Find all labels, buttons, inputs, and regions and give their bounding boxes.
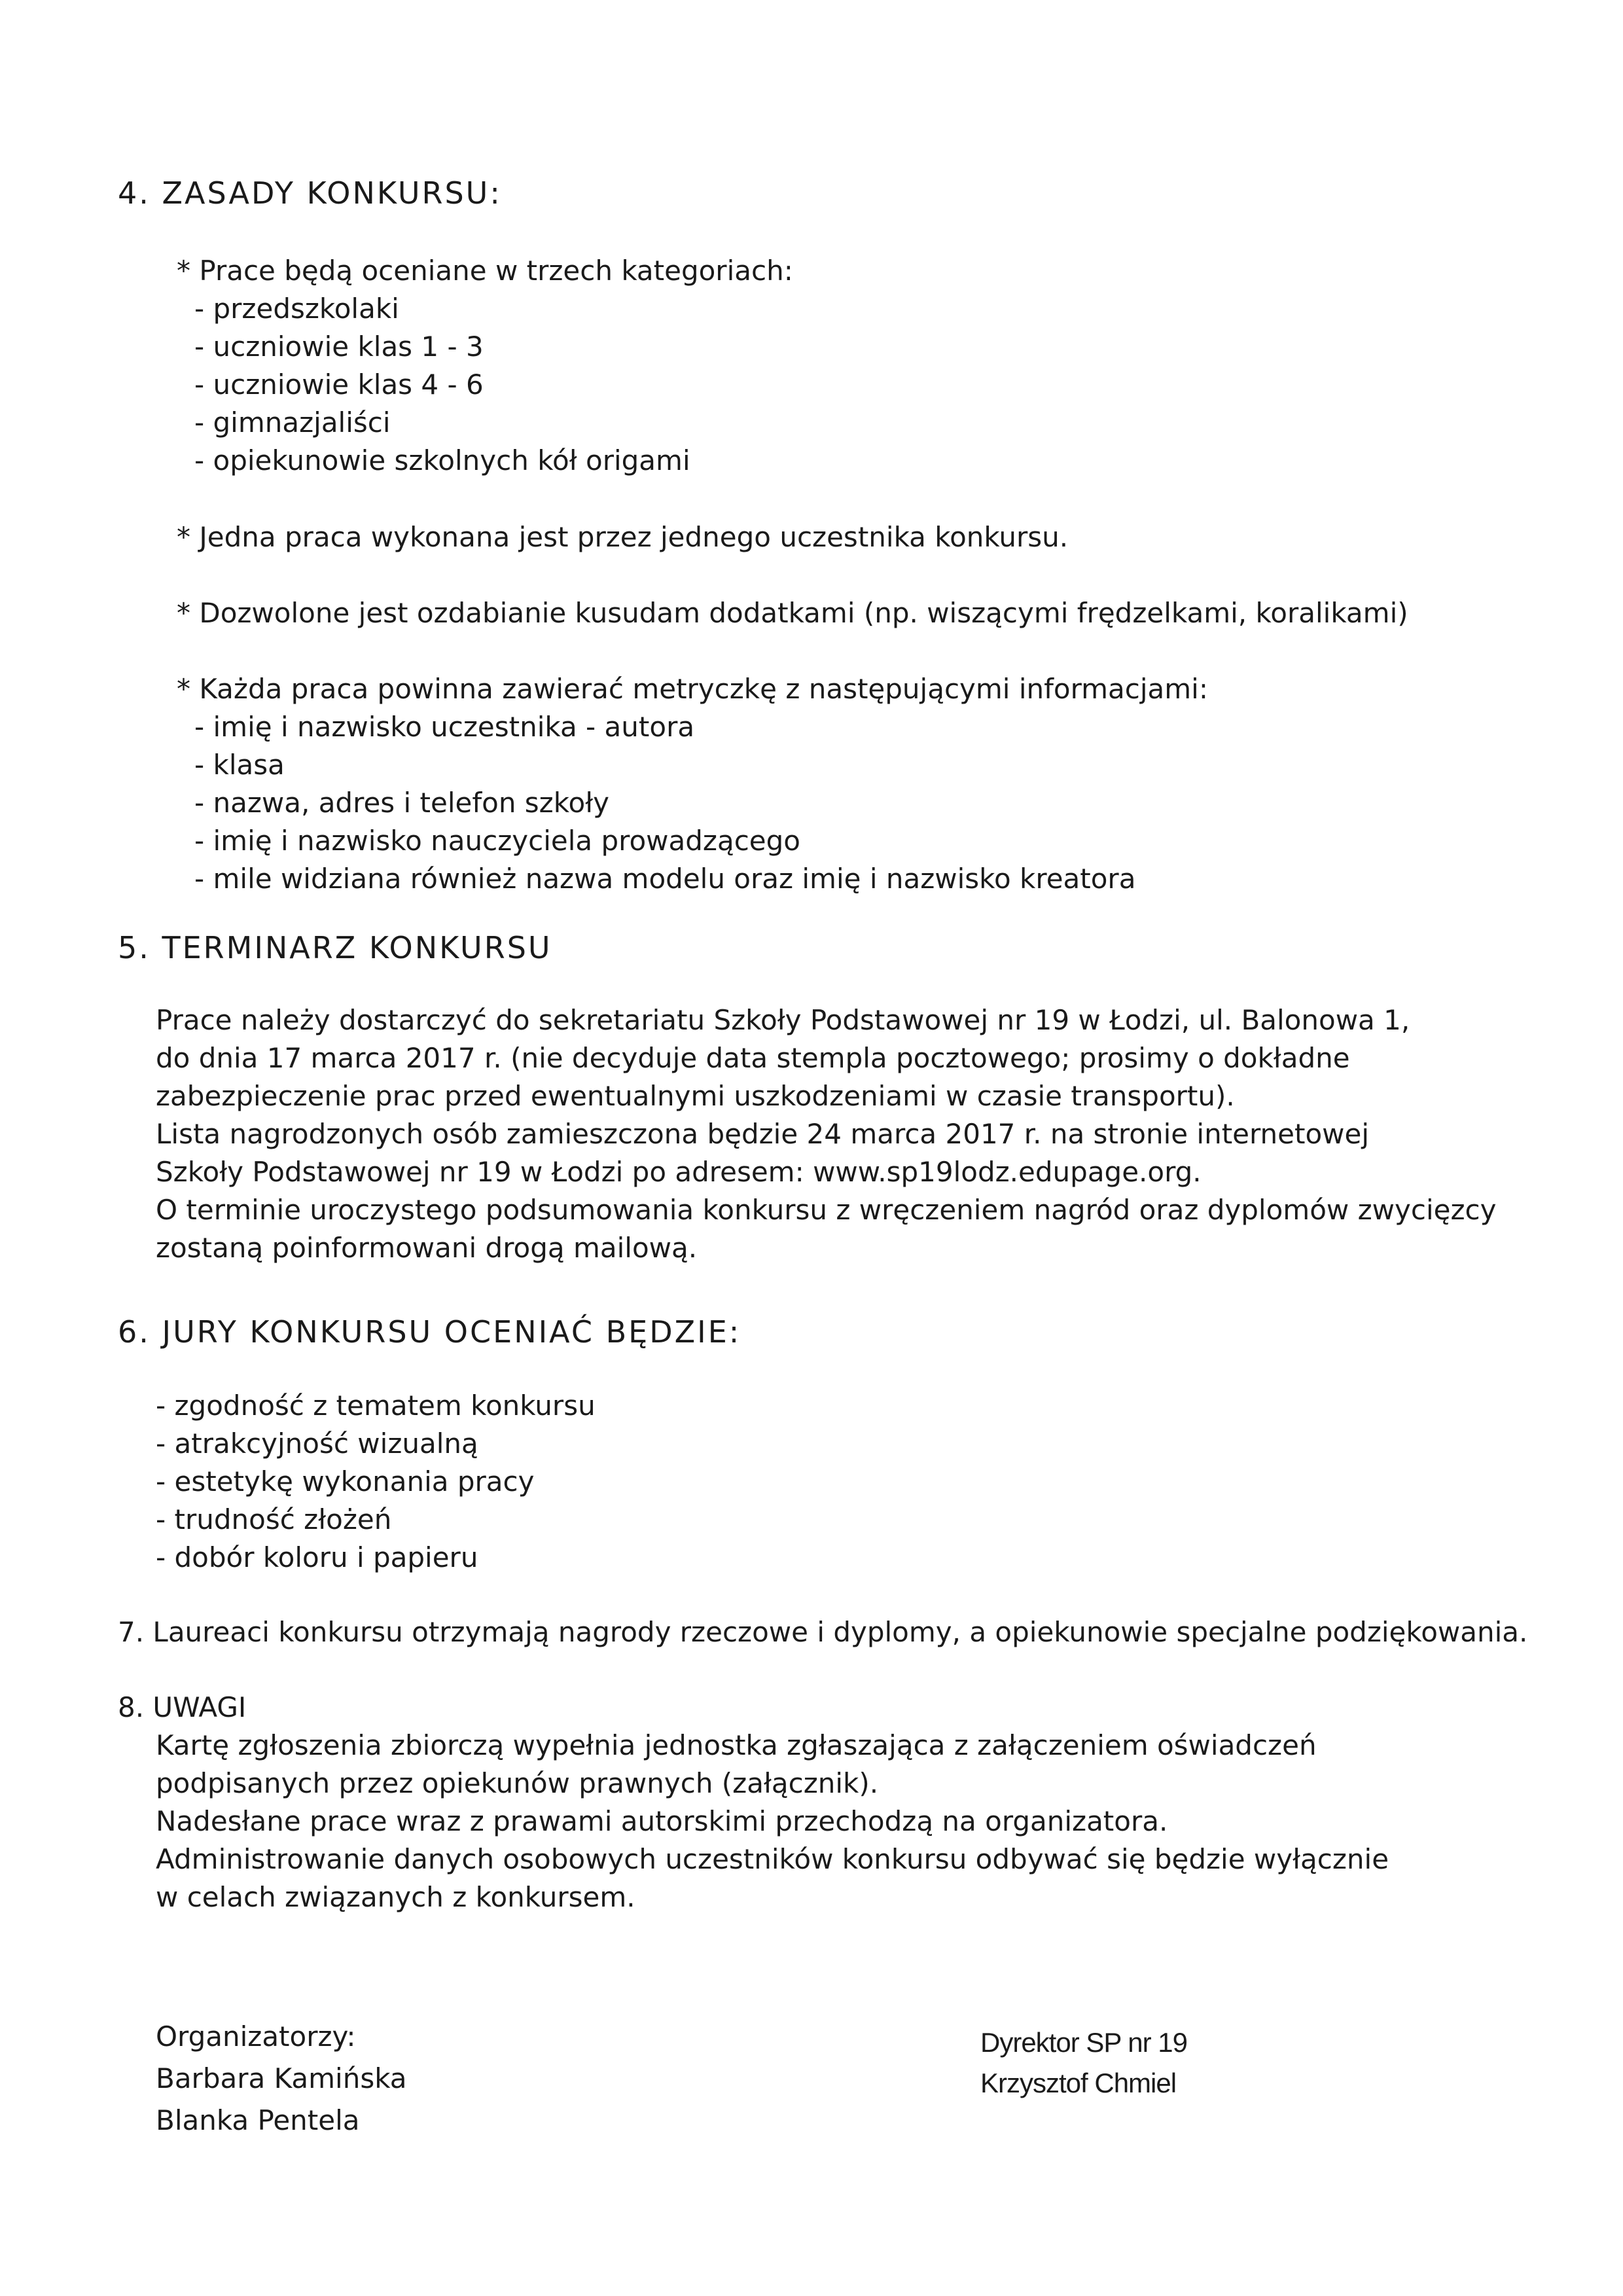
list-item: - nazwa, adres i telefon szkoły — [194, 787, 610, 819]
list-item: - opiekunowie szkolnych kół origami — [194, 444, 690, 476]
paragraph-line: zabezpieczenie prac przed ewentualnymi uszkodzeniami w czasie transportu). — [156, 1080, 1235, 1112]
rule-decoration — [177, 594, 1408, 632]
paragraph-line: Administrowanie danych osobowych uczestników konkursu odbywać się będzie wyłącznie — [156, 1843, 1389, 1875]
paragraph-line: O terminie uroczystego podsumowania konkursu z wręczeniem nagród oraz dyplomów zwycięzcy — [156, 1194, 1497, 1226]
list-item: - zgodność z tematem konkursu — [156, 1390, 596, 1422]
director-name: Krzysztof Chmiel — [980, 2068, 1177, 2098]
list-item: - klasa — [194, 749, 285, 781]
paragraph-line: podpisanych przez opiekunów prawnych (załącznik). — [156, 1767, 879, 1799]
organizers-label: Organizatorzy: — [156, 2020, 356, 2053]
paragraph-line: Prace należy dostarczyć do sekretariatu Szkoły Podstawowej nr 19 w Łodzi, ul. Balonowa 1, — [156, 1004, 1410, 1036]
list-item: - atrakcyjność wizualną — [156, 1427, 478, 1460]
rule-single-work — [177, 518, 1068, 556]
metrics-intro-text: * Każda praca powinna zawierać metryczkę z następującymi informacjami: — [177, 673, 1209, 705]
organizers-signature — [156, 2016, 407, 2142]
categories-intro-text: * Prace będą oceniane w trzech kategoriach: — [177, 255, 793, 287]
list-item: - mile widziana również nazwa modelu oraz imię i nazwisko kreatora — [194, 863, 1136, 895]
director-signature — [980, 2022, 1187, 2104]
list-item: - trudność złożeń — [156, 1503, 392, 1535]
list-item: - uczniowie klas 1 - 3 — [194, 331, 484, 363]
section-7-text: 7. Laureaci konkursu otrzymają nagrody rzeczowe i dyplomy, a opiekunowie specjalne podziękowania. — [118, 1616, 1528, 1648]
section-8-heading: 8. UWAGI — [118, 1691, 247, 1723]
categories-intro — [177, 252, 793, 290]
list-item: - uczniowie klas 4 - 6 — [194, 368, 484, 401]
list-item: - estetykę wykonania pracy — [156, 1465, 535, 1498]
paragraph-line: Nadesłane prace wraz z prawami autorskimi przechodzą na organizatora. — [156, 1805, 1168, 1837]
paragraph-line: Kartę zgłoszenia zbiorczą wypełnia jednostka zgłaszająca z załączeniem oświadczeń — [156, 1729, 1317, 1761]
section-8-heading-block — [118, 1689, 246, 1727]
section-8-body — [156, 1727, 1389, 1916]
section-7 — [118, 1613, 1527, 1651]
list-item: - imię i nazwisko uczestnika - autora — [194, 711, 695, 743]
paragraph-line: do dnia 17 marca 2017 r. (nie decyduje data stempla pocztowego; prosimy o dokładne — [156, 1042, 1350, 1074]
section-5-body — [156, 1001, 1496, 1267]
section-5-heading: 5. TERMINARZ KONKURSU — [118, 930, 552, 965]
rule-decoration-text: * Dozwolone jest ozdabianie kusudam dodatkami (np. wiszącymi frędzelkami, koralikami) — [177, 597, 1408, 629]
rule-single-text: * Jedna praca wykonana jest przez jednego uczestnika konkursu. — [177, 521, 1069, 553]
organizer-name: Barbara Kamińska — [156, 2062, 407, 2094]
section-6-heading: 6. JURY KONKURSU OCENIAĆ BĘDZIE: — [118, 1314, 741, 1350]
director-title: Dyrektor SP nr 19 — [980, 2027, 1188, 2058]
categories-list — [194, 290, 690, 480]
organizer-name: Blanka Pentela — [156, 2104, 360, 2136]
paragraph-line: Lista nagrodzonych osób zamieszczona będzie 24 marca 2017 r. na stronie internetowej — [156, 1118, 1370, 1150]
list-item: - gimnazjaliści — [194, 406, 391, 439]
paragraph-line: Szkoły Podstawowej nr 19 w Łodzi po adresem: www.sp19lodz.edupage.org. — [156, 1156, 1202, 1188]
list-item: - imię i nazwisko nauczyciela prowadzącego — [194, 825, 800, 857]
list-item: - dobór koloru i papieru — [156, 1541, 478, 1573]
metrics-intro — [177, 670, 1208, 708]
list-item: - przedszkolaki — [194, 293, 399, 325]
paragraph-line: w celach związanych z konkursem. — [156, 1881, 635, 1913]
metrics-list — [194, 708, 1135, 898]
paragraph-line: zostaną poinformowani drogą mailową. — [156, 1232, 698, 1264]
section-4-heading: 4. ZASADY KONKURSU: — [118, 175, 502, 211]
jury-criteria-list — [156, 1387, 596, 1577]
